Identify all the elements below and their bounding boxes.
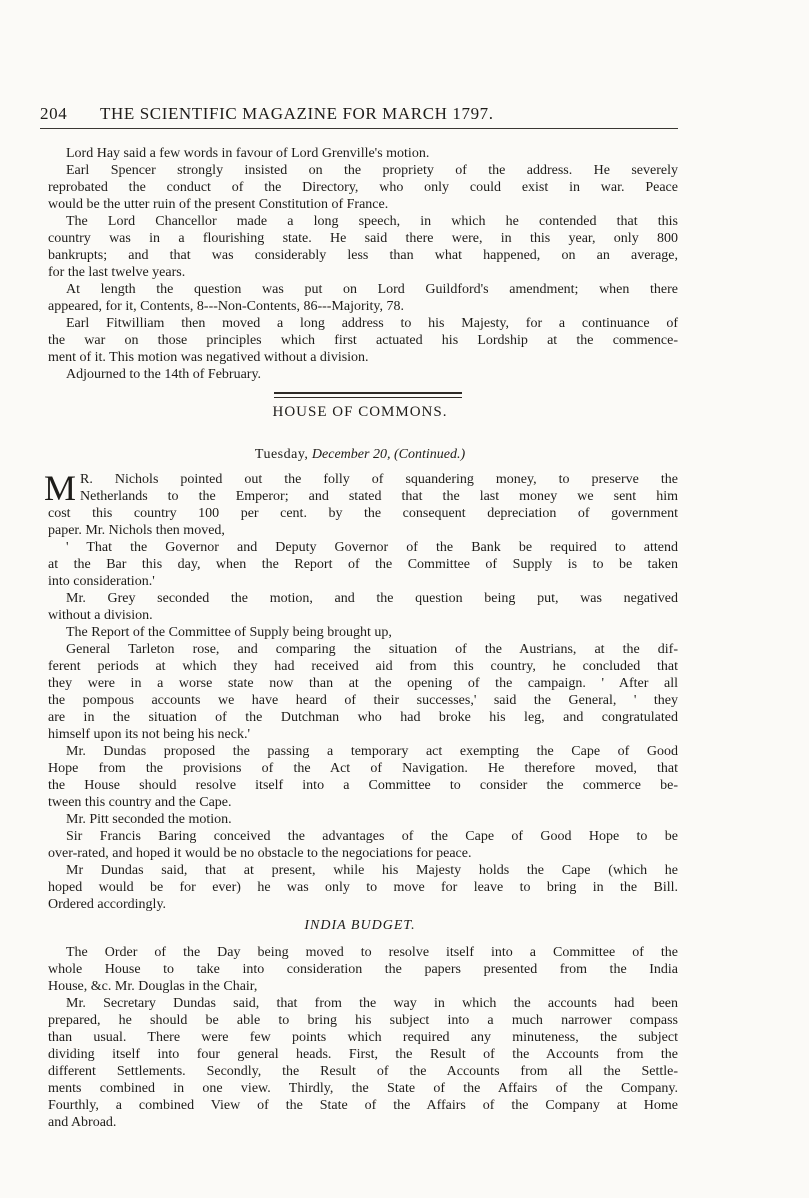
text-line: whole House to take into consideration the papers presented from the India	[48, 962, 678, 977]
text-line: Mr. Secretary Dundas said, that from the way in which the accounts had been	[66, 996, 678, 1011]
text-line: over-rated, and hoped it would be no obstacle to the negociations for peace.	[48, 846, 472, 861]
text-line: himself upon its not being his neck.'	[48, 727, 251, 742]
text-line: for the last twelve years.	[48, 265, 186, 280]
text-line: General Tarleton rose, and comparing the situation of the Austrians, at the dif-	[66, 642, 678, 657]
text-line: country was in a flourishing state. He said there were, in this year, only 800	[48, 231, 678, 246]
date-rest: December 20, (Continued.)	[311, 447, 466, 462]
text-line: Mr. Pitt seconded the motion.	[66, 812, 232, 827]
date-day: Tuesday,	[254, 447, 309, 462]
text-line: they were in a worse state now than at the opening of the campaign. ' After all	[48, 676, 678, 691]
page-header	[40, 104, 680, 124]
text-line: Mr. Grey seconded the motion, and the question being put, was negatived	[66, 591, 678, 606]
text-line: different Settlements. Secondly, the Result of the Accounts from all the Settle-	[48, 1064, 678, 1079]
text-line: are in the situation of the Dutchman who had broke his leg, and congratulated	[48, 710, 678, 725]
text-line: cost this country 100 per cent. by the consequent depreciation of government	[48, 506, 678, 521]
text-line: reprobated the conduct of the Directory, who only could exist in war. Peace	[48, 180, 678, 195]
text-line: appeared, for it, Contents, 8---Non-Contents, 86---Majority, 78.	[48, 299, 405, 314]
running-title: THE SCIENTIFIC MAGAZINE FOR MARCH 1797.	[100, 104, 494, 123]
text-line: The Order of the Day being moved to resolve itself into a Committee of the	[66, 945, 678, 960]
text-line: into consideration.'	[48, 574, 155, 589]
text-line: Earl Spencer strongly insisted on the propriety of the address. He severely	[66, 163, 678, 178]
text-line: the pompous accounts we have heard of their successes,' said the General, ' they	[48, 693, 678, 708]
drop-cap: M	[44, 468, 77, 508]
text-line: bankrupts; and that was considerably less than what happened, on an average,	[48, 248, 678, 263]
text-line: the House should resolve itself into a Committee to consider the commerce be-	[48, 778, 678, 793]
text-line: Fourthly, a combined View of the State of the Affairs of the Company at Home	[48, 1098, 678, 1113]
text-line: Lord Hay said a few words in favour of Lord Grenville's motion.	[66, 146, 430, 161]
text-line: prepared, he should be able to bring his subject into a much narrower compass	[48, 1013, 678, 1028]
text-line: the war on those principles which first actuated his Lordship at the commence-	[48, 333, 678, 348]
text-line: tween this country and the Cape.	[48, 795, 232, 810]
header-rule	[40, 128, 678, 129]
date-line	[40, 447, 680, 463]
text-line: Mr. Dundas proposed the passing a temporary act exempting the Cape of Good	[66, 744, 678, 759]
section-title: HOUSE OF COMMONS.	[272, 404, 448, 420]
text-line: dividing itself into four general heads. First, the Result of the Accounts from the	[48, 1047, 678, 1062]
text-line: House, &c. Mr. Douglas in the Chair,	[48, 979, 258, 994]
text-line: would be the utter ruin of the present Constitution of France.	[48, 197, 389, 212]
text-line: ferent periods at which they had received aid from this country, he concluded that	[48, 659, 678, 674]
text-line: Earl Fitwilliam then moved a long address to his Majesty, for a continuance of	[66, 316, 678, 331]
text-line: at the Bar this day, when the Report of the Committee of Supply is to be taken	[48, 557, 678, 572]
text-line: Hope from the provisions of the Act of Navigation. He therefore moved, that	[48, 761, 678, 776]
text-line: paper. Mr. Nichols then moved,	[48, 523, 225, 538]
text-line: Ordered accordingly.	[48, 897, 167, 912]
text-line: R. Nichols pointed out the folly of squandering money, to preserve the	[80, 472, 678, 487]
text-line: hoped would be for ever) he was only to move for leave to bring in the Bill.	[48, 880, 678, 895]
text-line: Netherlands to the Emperor; and stated that the last money we sent him	[80, 489, 678, 504]
page-number: 204	[40, 104, 68, 123]
text-line: ment of it. This motion was negatived without a division.	[48, 350, 369, 365]
text-line: The Report of the Committee of Supply being brought up,	[66, 625, 392, 640]
text-line: ' That the Governor and Deputy Governor of the Bank be required to attend	[66, 540, 678, 555]
text-line: Sir Francis Baring conceived the advantages of the Cape of Good Hope to be	[66, 829, 678, 844]
section-divider	[274, 392, 462, 398]
text-line: without a division.	[48, 608, 153, 623]
text-line: ments combined in one view. Thirdly, the State of the Affairs of the Company.	[48, 1081, 678, 1096]
text-line: than usual. There were few points which required any minuteness, the subject	[48, 1030, 678, 1045]
text-line: Adjourned to the 14th of February.	[66, 367, 262, 382]
text-line: and Abroad.	[48, 1115, 117, 1130]
text-line: At length the question was put on Lord Guildford's amendment; when there	[66, 282, 678, 297]
text-line: The Lord Chancellor made a long speech, in which he contended that this	[66, 214, 678, 229]
india-budget-title: INDIA BUDGET.	[304, 918, 416, 933]
text-line: Mr Dundas said, that at present, while his Majesty holds the Cape (which he	[66, 863, 678, 878]
